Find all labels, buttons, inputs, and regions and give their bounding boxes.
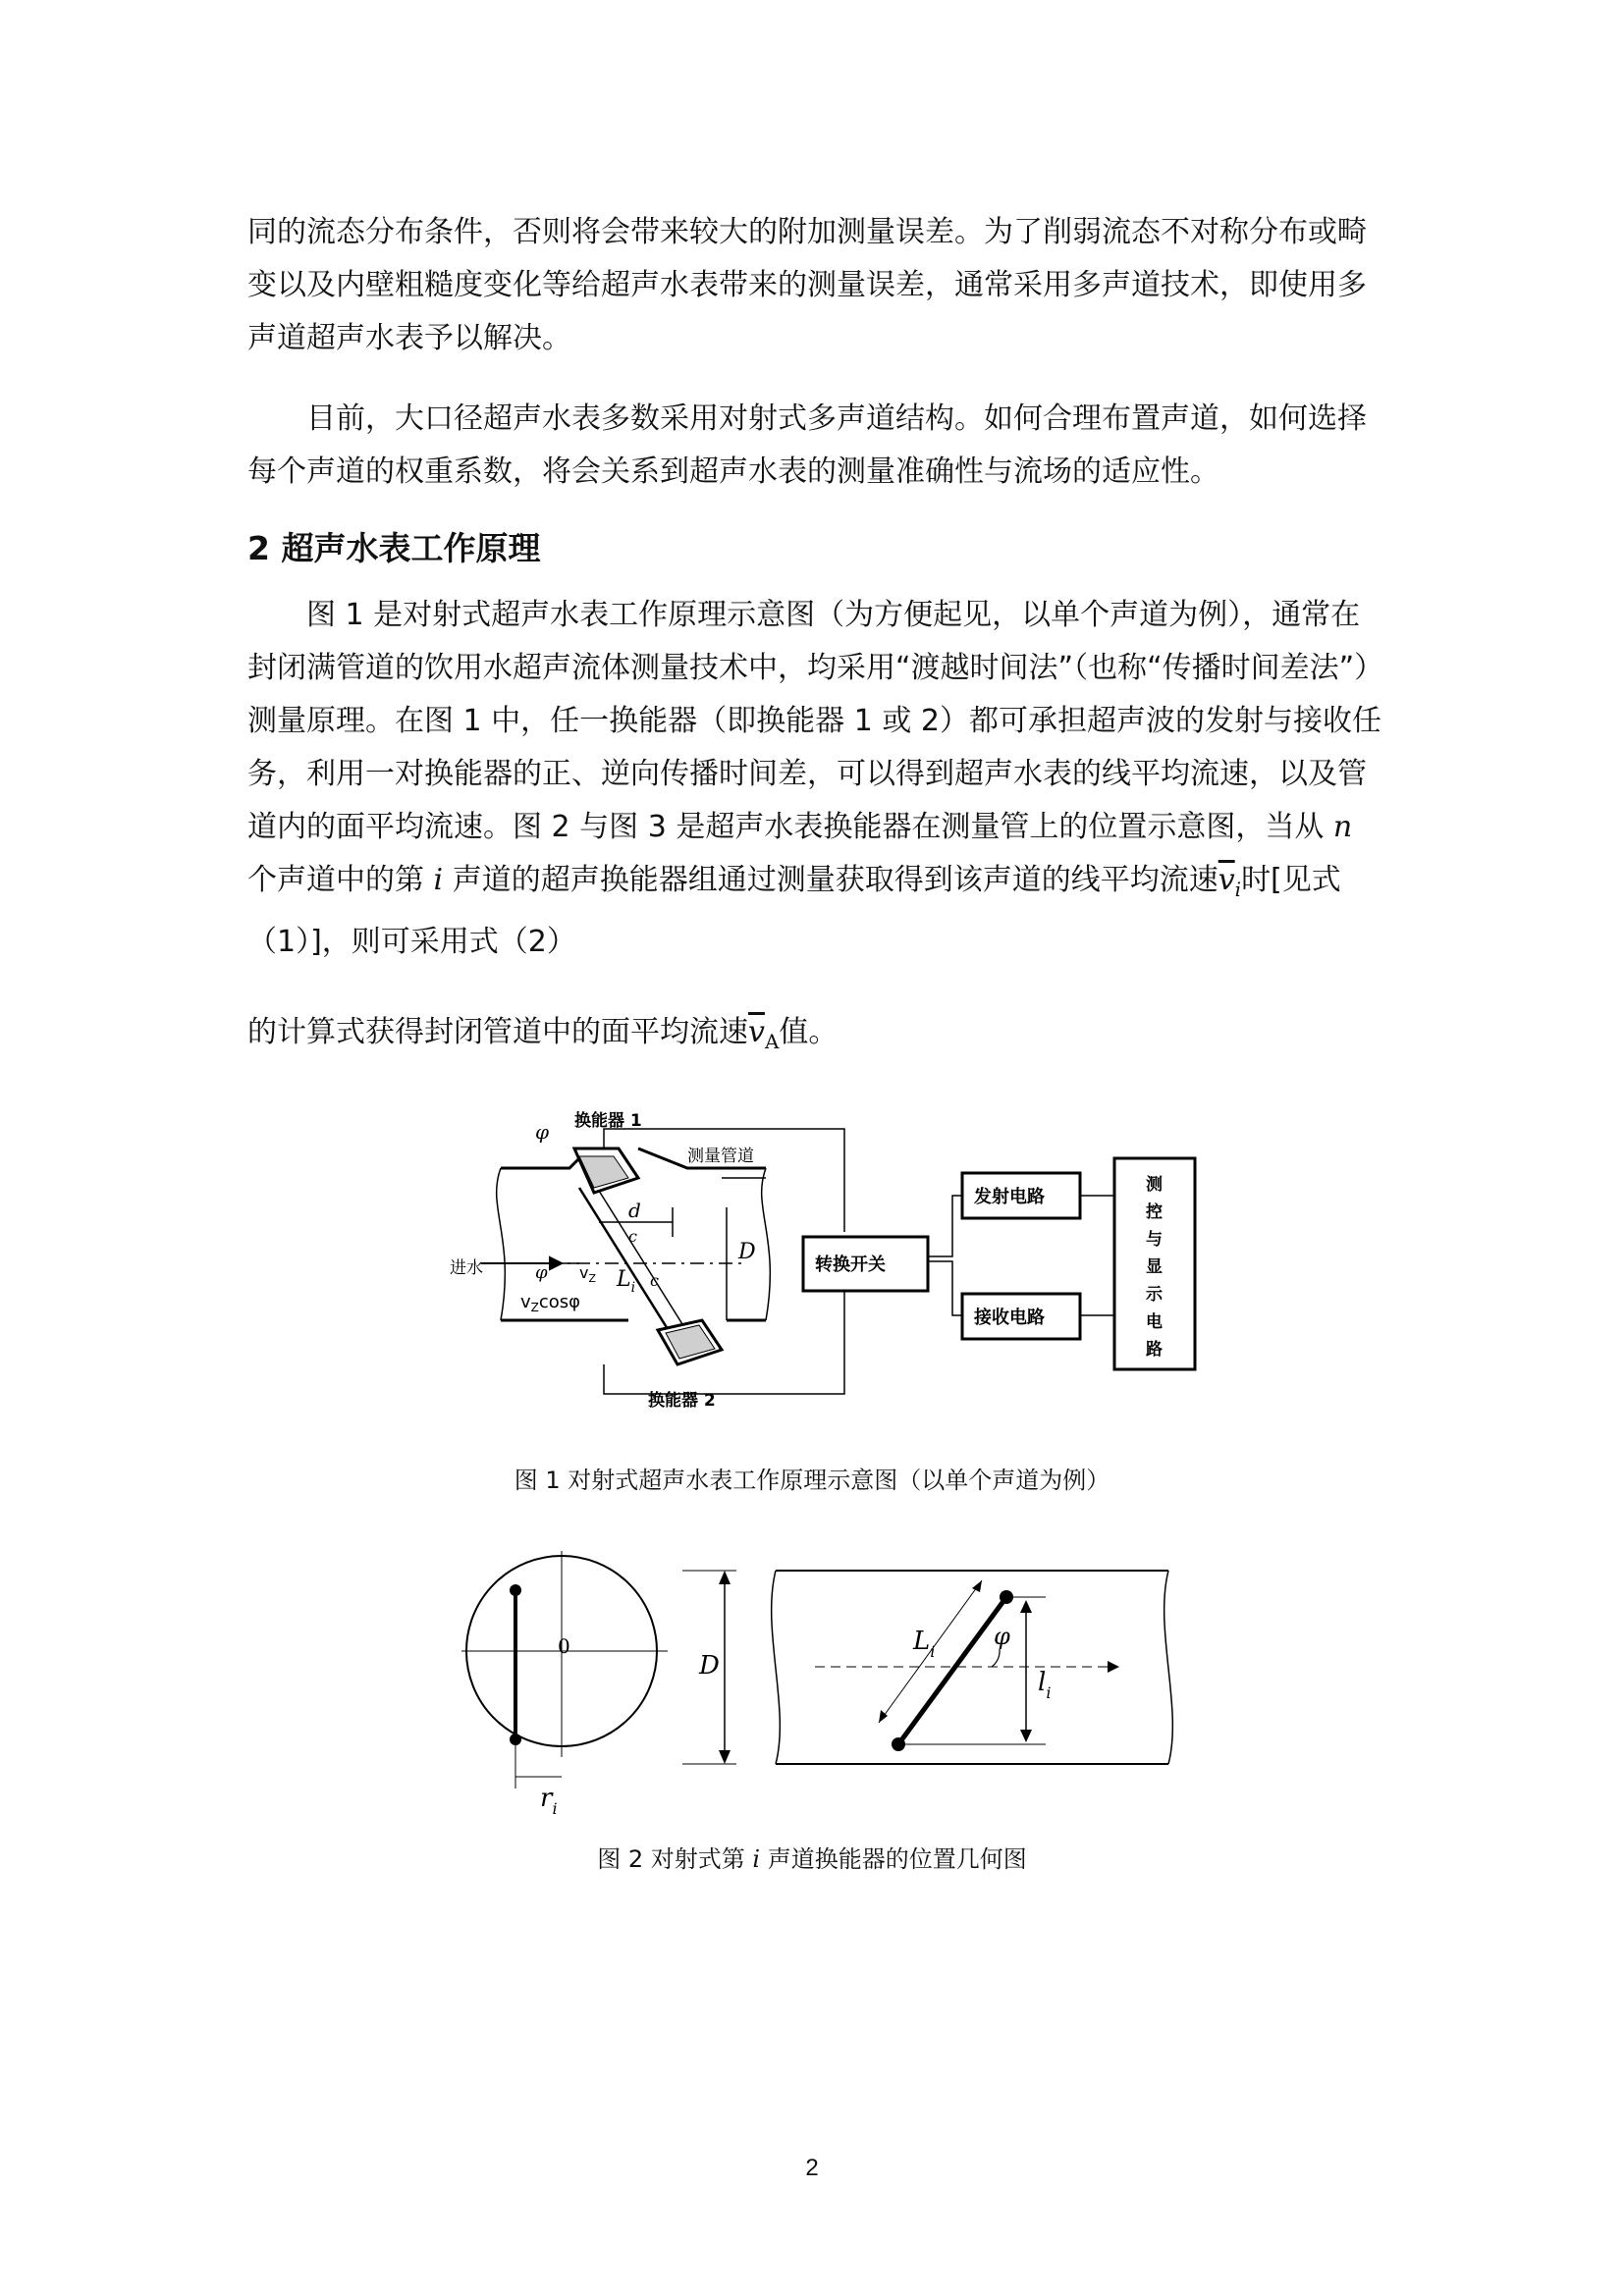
transducer-point [1000, 1590, 1013, 1604]
text-run: 值。 [779, 1015, 839, 1049]
caption-text: 图 2 对射式第 [597, 1845, 745, 1873]
subscript-A: A [764, 1030, 780, 1053]
control-char: 电 [1146, 1312, 1163, 1332]
var-n: n [1332, 810, 1353, 844]
D-label: D [699, 1651, 720, 1681]
r-label: $r_i$ [540, 1784, 558, 1818]
chord-endpoint [510, 1734, 521, 1745]
text-run: 图 1 是对射式超声水表工作原理示意图（为方便起见，以单个声道为例），通常在封闭满管道的饮用水超声流体测量技术中，均采用“渡越时间法”（也称“传播时间差法”）测量原理。在图 1 中，任一换能器（即换能器 1 或 2）都可承担超声波的发射与接收任务，利用一对换能器的正、逆向传播时间差，可以得到超声水表的线平均流速，以及管道内的面平均流速。图 2 与图 3 是超声水表换能器在测量管上的位置示意图，当从 [247, 598, 1384, 844]
figure-1-diagram [0, 1109, 1624, 1423]
L-label: $L_i$ [617, 1267, 636, 1296]
transducer-1 [574, 1148, 638, 1193]
subscript-i: i [1234, 878, 1242, 901]
control-char: 示 [1146, 1285, 1163, 1305]
c-label-2: c [650, 1271, 659, 1290]
l-label: $l_i$ [1038, 1668, 1052, 1702]
text-run: 时[见式（1）]，则可采用式（2） [247, 863, 1341, 959]
acoustic-path [898, 1597, 1006, 1744]
vz-label: $v_Z$ [579, 1263, 597, 1285]
transducer-point [892, 1737, 905, 1751]
control-label [1146, 1175, 1164, 1360]
text-run: 声道的超声换能器组通过测量获取得到该声道的线平均流速 [452, 863, 1218, 897]
vzcos-label: $v_Z\cos\varphi$ [520, 1292, 581, 1314]
L-label: $L_i$ [913, 1627, 936, 1661]
figure-1-caption: 图 1 对射式超声水表工作原理示意图（以单个声道为例） [514, 1467, 1110, 1494]
control-char: 控 [1146, 1202, 1163, 1222]
pipe-left-end [497, 1168, 506, 1320]
figure-2-caption [0, 1840, 1624, 1874]
transmit-label: 发射电路 [974, 1187, 1045, 1207]
paragraph-principle [247, 589, 1386, 969]
transducer-2 [658, 1320, 722, 1364]
transducer-1-label: 换能器 1 [574, 1111, 642, 1131]
control-char: 路 [1146, 1340, 1163, 1360]
symbol-v-bar: $\overline{v}$ [1218, 863, 1235, 897]
transducer-2-label: 换能器 2 [648, 1391, 716, 1411]
paragraph-area-velocity [247, 1006, 1386, 1068]
origin-label: 0 [558, 1634, 570, 1658]
pipe-right-end [762, 1168, 771, 1320]
caption-text: 声道换能器的位置几何图 [767, 1845, 1027, 1873]
switch-label: 转换开关 [815, 1255, 886, 1275]
pipe-label: 测量管道 [687, 1147, 754, 1166]
caption-var-i: i [752, 1845, 761, 1873]
symbol-v-bar: $\overline{v}$ [748, 1015, 765, 1049]
c-label-1: c [628, 1227, 637, 1246]
receive-label: 接收电路 [974, 1308, 1045, 1328]
control-char: 与 [1146, 1230, 1163, 1250]
phi-label: φ [535, 1120, 550, 1144]
d-label: d [628, 1199, 641, 1222]
paragraph-continuation: 同的流态分布条件，否则将会带来较大的附加测量误差。为了削弱流态不对称分布或畸变以及内壁粗糙度变化等给超声水表带来的测量误差，通常采用多声道技术，即使用多声道超声水表予以解决。 [247, 215, 1367, 355]
text-run: 的计算式获得封闭管道中的面平均流速 [247, 1015, 748, 1049]
acoustic-path-inner [594, 1183, 692, 1340]
paragraph-multichannel: 目前，大口径超声水表多数采用对射式多声道结构。如何合理布置声道，如何选择每个声道的权重系数，将会关系到超声水表的测量准确性与流场的适应性。 [247, 401, 1367, 489]
page-number: 2 [805, 2155, 819, 2181]
text-run: 个声道中的第 [247, 863, 424, 897]
chord-endpoint [510, 1584, 521, 1596]
phi-inner-label: φ [535, 1262, 548, 1283]
section-heading: 2 超声水表工作原理 [247, 529, 541, 567]
D-label: D [738, 1240, 756, 1264]
phi-label: φ [994, 1623, 1010, 1650]
control-char: 显 [1146, 1257, 1163, 1277]
control-char: 测 [1146, 1175, 1163, 1195]
figure-2-diagram [0, 1531, 1624, 1836]
var-i: i [433, 863, 444, 897]
inlet-label: 进水 [450, 1258, 483, 1278]
